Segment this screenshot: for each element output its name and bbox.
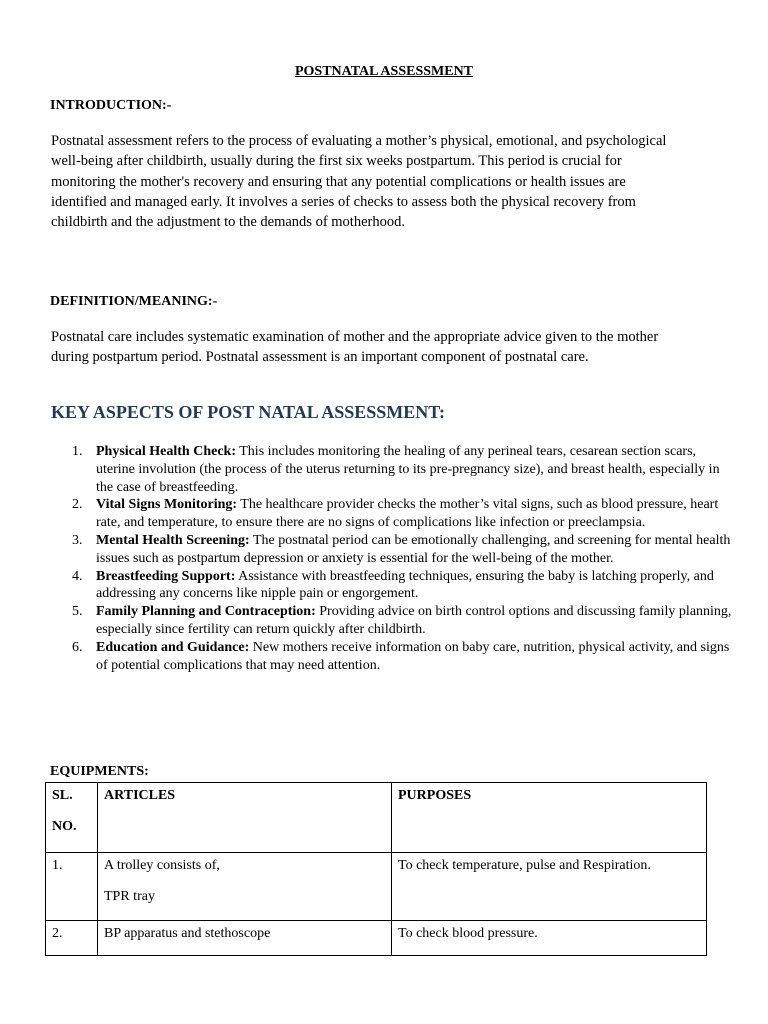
list-item-lead: Education and Guidance: [96, 639, 250, 655]
cell-sl: 1. [46, 853, 98, 921]
cell-article: BP apparatus and stethoscope [98, 921, 392, 956]
introduction-heading: INTRODUCTION:- [50, 98, 172, 113]
header-sl-line1: SL. [52, 788, 73, 803]
list-item [96, 639, 736, 675]
cell-article [98, 853, 392, 921]
cell-sl: 2. [46, 921, 98, 956]
list-item [96, 603, 736, 639]
table-row [46, 921, 707, 956]
list-item-lead: Family Planning and Contraception: [96, 604, 316, 620]
list-item [96, 568, 736, 604]
introduction-text: Postnatal assessment refers to the process of evaluating a mother’s physical, emotional, and psychological well-being after childbirth, usually during the first six weeks postpartum. This period is crucial for monitoring the mother's recovery and ensuring that any potential complications or health issues are identified and managed early. It involves a series of checks to assess both the physical recovery from childbirth and the adjustment to the demands of motherhood. [51, 133, 667, 231]
header-sl-line2: NO. [52, 819, 77, 834]
list-item [96, 532, 736, 568]
list-item-lead: Mental Health Screening: [96, 532, 250, 548]
list-item-text: The healthcare provider checks the mother’s vital signs, such as blood pressure, heart rate, and temperature, to ensure there are no signs of complications like infection or preeclampsia. [96, 497, 719, 531]
document-title: POSTNATAL ASSESSMENT [294, 64, 474, 79]
article-line1: A trolley consists of, [104, 858, 220, 873]
article-line2: TPR tray [104, 889, 155, 904]
key-aspects-heading: KEY ASPECTS OF POST NATAL ASSESSMENT: [51, 402, 445, 422]
equipments-table [45, 782, 707, 956]
definition-text: Postnatal care includes systematic examination of mother and the appropriate advice given to the mother during postpartum period. Postnatal assessment is an important component of postnatal care. [51, 329, 659, 366]
definition-heading: DEFINITION/MEANING:- [50, 294, 218, 309]
list-item-text: This includes monitoring the healing of any perineal tears, cesarean section scars, uterine involution (the process of the uterus returning to its pre-pregnancy size), and breast health, especially in the case of breastfeeding. [96, 444, 720, 495]
table-row [46, 853, 707, 921]
list-item [96, 496, 736, 532]
list-item-text: The postnatal period can be emotionally challenging, and screening for mental health issues such as postpartum depression or anxiety is essential for the well-being of the mother. [96, 532, 731, 566]
list-item-lead: Vital Signs Monitoring: [96, 497, 238, 513]
cell-purpose: To check temperature, pulse and Respiration. [392, 853, 707, 921]
list-item-text: Assistance with breastfeeding techniques, ensuring the baby is latching properly, and addressing any concerns like nipple pain or engorgement. [96, 568, 714, 602]
cell-purpose: To check blood pressure. [392, 921, 707, 956]
table-header-row [46, 783, 707, 853]
list-item-lead: Breastfeeding Support: [96, 568, 236, 584]
equipments-heading: EQUIPMENTS: [50, 764, 149, 779]
list-item-text: New mothers receive information on baby care, nutrition, physical activity, and signs of potential complications that may need attention. [96, 639, 730, 673]
list-item-text: Providing advice on birth control options and discussing family planning, especially since fertility can return quickly after childbirth. [96, 604, 732, 637]
list-item-lead: Physical Health Check: [96, 444, 236, 459]
header-purposes: PURPOSES [392, 783, 707, 853]
header-articles: ARTICLES [98, 783, 392, 853]
header-sl-no [46, 783, 98, 853]
list-item [96, 443, 736, 496]
key-aspects-list [51, 443, 736, 674]
